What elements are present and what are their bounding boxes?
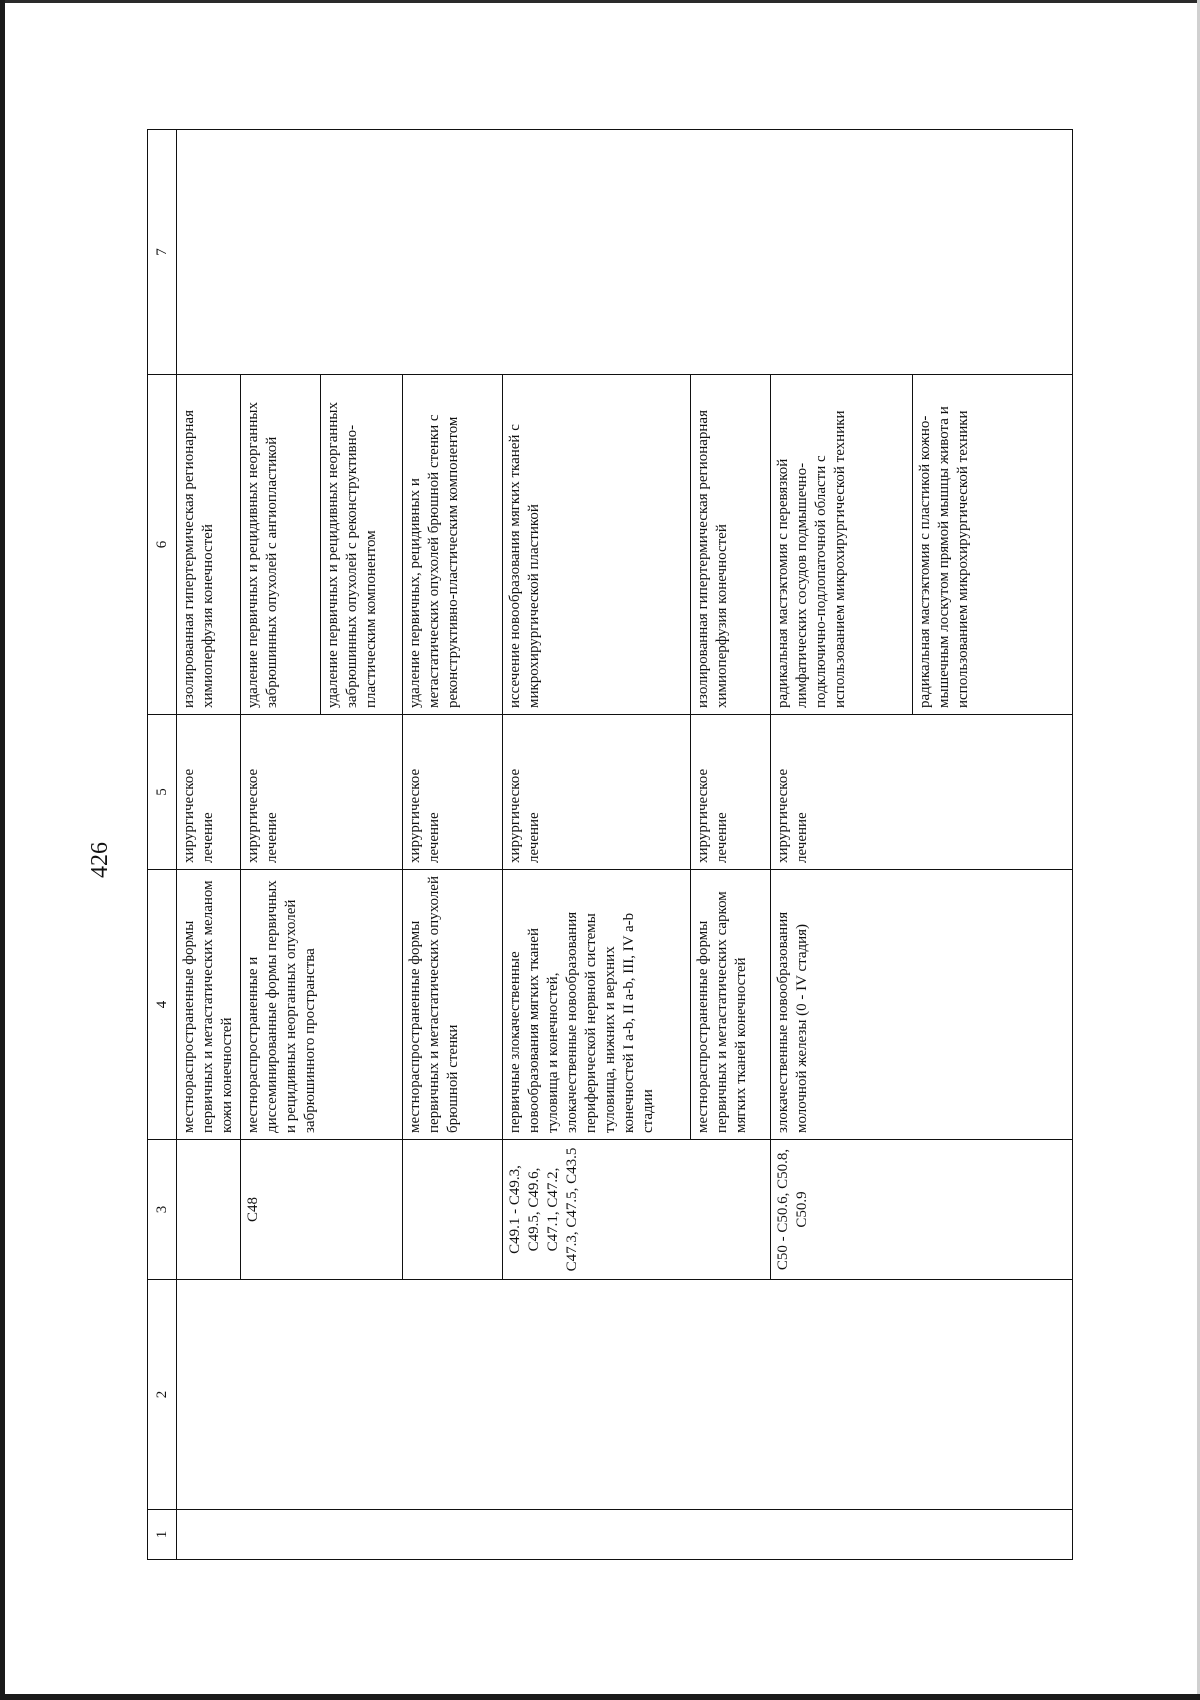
cell-code: C48 xyxy=(241,1140,403,1280)
cell-diagnosis: злокачественные новообразования молочной железы (0 - IV стадия) xyxy=(771,870,1073,1140)
cell-treatment: хирургическое лечение xyxy=(241,715,403,870)
header-row xyxy=(148,130,177,1560)
column-header-2: 2 xyxy=(148,1280,177,1510)
cell-method: удаление первичных, рецидивных и метастатических опухолей брюшной стенки с реконструктивно-пластическим компонентом xyxy=(403,375,503,715)
cell-diagnosis: местнораспространенные и диссеминированные формы первичных и рецидивных неорганных опухолей забрюшинного пространства xyxy=(241,870,403,1140)
column-header-5: 5 xyxy=(148,715,177,870)
cell-col2 xyxy=(177,1280,1073,1510)
column-header-7: 7 xyxy=(148,130,177,375)
cell-method: иссечение новообразования мягких тканей с микрохирургической пластикой xyxy=(503,375,691,715)
cell-col1 xyxy=(177,1510,1073,1560)
rotated-table-container xyxy=(147,130,1067,1560)
cell-diagnosis: местнораспространенные формы первичных и метастатических сарком мягких тканей конечностей xyxy=(691,870,771,1140)
cell-treatment: хирургическое лечение xyxy=(503,715,691,870)
cell-treatment: хирургическое лечение xyxy=(691,715,771,870)
cell-code: C49.1 - C49.3, C49.5, C49.6, C47.1, C47.2, C47.3, C47.5, C43.5 xyxy=(503,1140,771,1280)
cell-treatment: хирургическое лечение xyxy=(771,715,1073,870)
scan-border-left xyxy=(0,0,5,1700)
column-header-4: 4 xyxy=(148,870,177,1140)
page-number: 426 xyxy=(87,842,113,878)
treatment-table xyxy=(147,129,1073,1560)
cell-diagnosis: местнораспространенные формы первичных и метастатических меланом кожи конечностей xyxy=(177,870,241,1140)
cell-method: изолированная гипертермическая регионарная химиоперфузия конечностей xyxy=(691,375,771,715)
cell-col7 xyxy=(177,130,1073,375)
column-header-6: 6 xyxy=(148,375,177,715)
scan-border-top xyxy=(0,0,1200,3)
cell-method: удаление первичных и рецидивных неорганных забрюшинных опухолей с реконструктивно-пластическим компонентом xyxy=(321,375,403,715)
cell-treatment: хирургическое лечение xyxy=(177,715,241,870)
cell-method: радикальная мастэктомия с пластикой кожно-мышечным лоскутом прямой мышцы живота и использованием микрохирургической техники xyxy=(913,375,1073,715)
cell-method: радикальная мастэктомия с перевязкой лимфатических сосудов подмышечно-подключично-подлопаточной области с использованием микрохирургической техники xyxy=(771,375,913,715)
cell-method: изолированная гипертермическая регионарная химиоперфузия конечностей xyxy=(177,375,241,715)
scan-border-bottom xyxy=(0,1694,1200,1700)
cell-code-empty xyxy=(177,1140,241,1280)
cell-code-empty xyxy=(403,1140,503,1280)
cell-diagnosis: первичные злокачественные новообразования мягких тканей туловища и конечностей, злокачественные новообразования периферической нервной системы туловища, нижних и верхних конечностей I a-b, II a-b, III, IV a-b стадии xyxy=(503,870,691,1140)
column-header-1: 1 xyxy=(148,1510,177,1560)
cell-diagnosis: местнораспространенные формы первичных и метастатических опухолей брюшной стенки xyxy=(403,870,503,1140)
cell-treatment: хирургическое лечение xyxy=(403,715,503,870)
column-header-3: 3 xyxy=(148,1140,177,1280)
cell-code: C50 - C50.6, C50.8, C50.9 xyxy=(771,1140,1073,1280)
cell-method: удаление первичных и рецидивных неорганных забрюшинных опухолей с ангиопластикой xyxy=(241,375,321,715)
table-row xyxy=(177,130,241,1560)
